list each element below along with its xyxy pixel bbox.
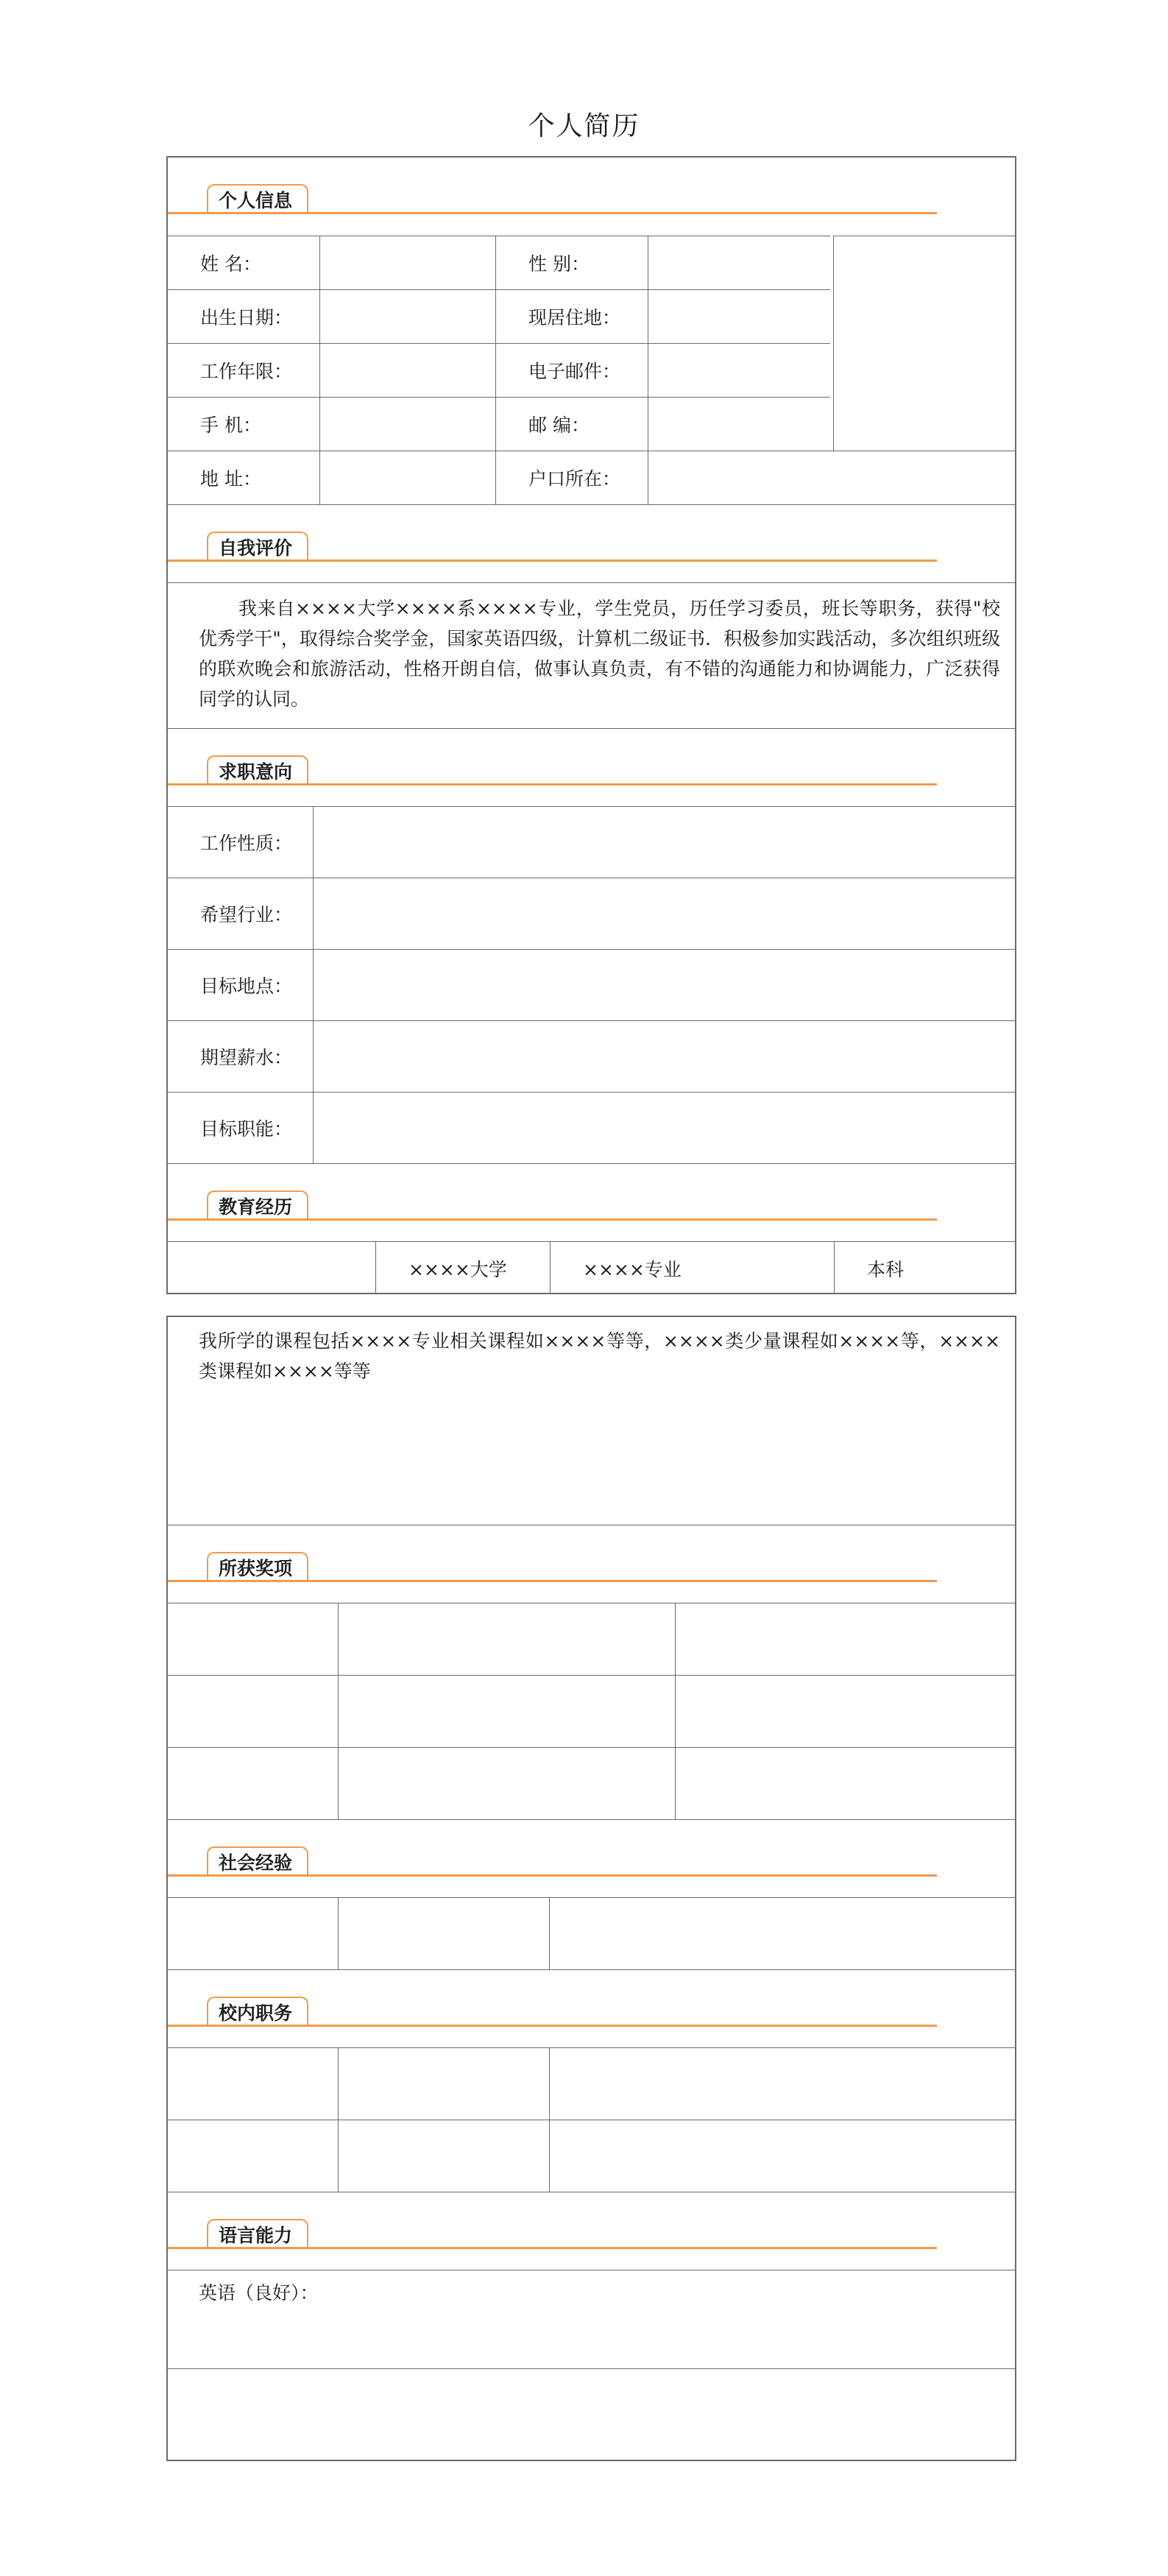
social-row [168,1897,1015,1969]
section-tab-education: 教育经历 [207,1190,308,1220]
mobile-label: 手 机： [200,414,261,436]
section-underline [168,783,937,786]
language-section-header [168,2192,1015,2270]
personal-row-2 [168,289,830,343]
personal-row-5 [168,451,1015,504]
award-level-cell[interactable] [675,1748,1015,1819]
section-tab-self-eval: 自我评价 [207,532,308,561]
social-date-cell[interactable] [168,1898,338,1969]
courses-row [168,1317,1015,1525]
intent-label-function: 目标职能： [200,1118,293,1140]
intent-row [168,949,1015,1020]
name-field[interactable] [319,236,495,289]
name-label: 姓 名： [200,253,261,275]
intent-field-function[interactable] [313,1093,1015,1163]
email-field[interactable] [648,344,833,397]
address-label: 地 址： [200,468,261,490]
residence-field[interactable] [648,290,833,343]
award-name-cell[interactable] [338,1603,675,1675]
campus-row [168,2120,1015,2192]
personal-section-header [168,158,1015,236]
personal-row-1 [168,236,830,289]
section-underline [168,2025,937,2027]
intent-label-salary: 期望薪水： [200,1047,293,1068]
gender-field[interactable] [648,236,833,289]
birth-field[interactable] [319,290,495,343]
intent-row [168,806,1015,878]
email-label: 电子邮件： [495,344,648,397]
award-date-cell[interactable] [168,1603,338,1675]
social-desc-cell[interactable] [549,1898,1015,1969]
section-tab-personal: 个人信息 [207,184,308,214]
award-name-cell[interactable] [338,1676,675,1747]
campus-date-cell[interactable] [168,2120,338,2192]
hukou-label: 户口所在： [495,451,648,504]
self-eval-text: 我来自××××大学××××系××××专业，学生党员，历任学习委员，班长等职务，获得"校优秀学干"，取得综合奖学金，国家英语四级，计算机二级证书．积极参加实践活动，多次组织班级的联欢晚会和旅游活动，性格开朗自信，做事认真负责，有不错的沟通能力和协调能力，广泛获得同学的认同。 [199,598,1000,710]
gender-label: 性 别： [495,236,648,289]
intent-label-nature: 工作性质： [200,833,293,854]
intent-field-industry[interactable] [313,878,1015,949]
award-name-cell[interactable] [338,1748,675,1819]
intent-row [168,1020,1015,1092]
work-years-label: 工作年限： [200,361,293,382]
campus-row [168,2047,1015,2120]
education-section-header [168,1163,1015,1241]
language-english-label: 英语（良好）： [199,2282,319,2304]
birth-label: 出生日期： [200,307,293,328]
postcode-label: 邮 编： [495,398,648,451]
intent-label-location: 目标地点： [200,975,293,997]
awards-row [168,1675,1015,1747]
language-extra-row[interactable] [168,2368,1015,2460]
intent-field-nature[interactable] [313,807,1015,878]
campus-desc-cell[interactable] [549,2048,1015,2120]
awards-section-header [168,1525,1015,1603]
section-underline [168,1580,937,1582]
section-underline [168,560,937,562]
campus-desc-cell[interactable] [549,2120,1015,2192]
awards-row [168,1747,1015,1819]
section-tab-intent: 求职意向 [207,755,308,785]
section-tab-language: 语言能力 [207,2219,308,2248]
intent-row [168,1092,1015,1163]
award-level-cell[interactable] [675,1603,1015,1675]
photo-box[interactable] [833,236,1016,451]
page-title: 个人简历 [528,111,640,141]
section-underline [168,2247,937,2249]
personal-row-4 [168,397,830,451]
education-school: ××××大学 [375,1242,550,1294]
section-underline [168,1218,937,1221]
work-years-field[interactable] [319,344,495,397]
social-section-header [168,1819,1015,1897]
education-date-field[interactable] [168,1242,375,1294]
mobile-field[interactable] [319,398,495,451]
section-tab-campus: 校内职务 [207,1997,308,2026]
residence-label: 现居住地： [495,290,648,343]
education-major: ××××专业 [550,1242,834,1294]
address-field[interactable] [319,451,495,504]
personal-row-3 [168,343,830,397]
education-row [168,1241,1015,1294]
award-date-cell[interactable] [168,1676,338,1747]
campus-role-cell[interactable] [338,2120,549,2192]
intent-section-header [168,728,1015,806]
campus-role-cell[interactable] [338,2048,549,2120]
self-eval-row [168,582,1015,728]
award-date-cell[interactable] [168,1748,338,1819]
intent-row [168,878,1015,949]
resume-block-2 [166,1316,1016,2461]
section-underline [168,212,937,214]
campus-section-header [168,1969,1015,2047]
intent-field-salary[interactable] [313,1021,1015,1092]
postcode-field[interactable] [648,398,833,451]
awards-row [168,1603,1015,1675]
self-eval-section-header [168,504,1015,582]
courses-text: 我所学的课程包括××××专业相关课程如××××等等，××××类少量课程如××××等，××××类课程如××××等等 [199,1330,1000,1382]
award-level-cell[interactable] [675,1676,1015,1747]
education-degree: 本科 [834,1242,1015,1294]
intent-label-industry: 希望行业： [200,904,293,925]
hukou-field[interactable] [648,451,1015,504]
campus-date-cell[interactable] [168,2048,338,2120]
section-tab-awards: 所获奖项 [207,1552,308,1581]
resume-block-1 [166,156,1016,1294]
social-org-cell[interactable] [338,1898,549,1969]
section-tab-social: 社会经验 [207,1846,308,1876]
intent-field-location[interactable] [313,950,1015,1020]
section-underline [168,1874,937,1877]
language-row [168,2270,1015,2368]
